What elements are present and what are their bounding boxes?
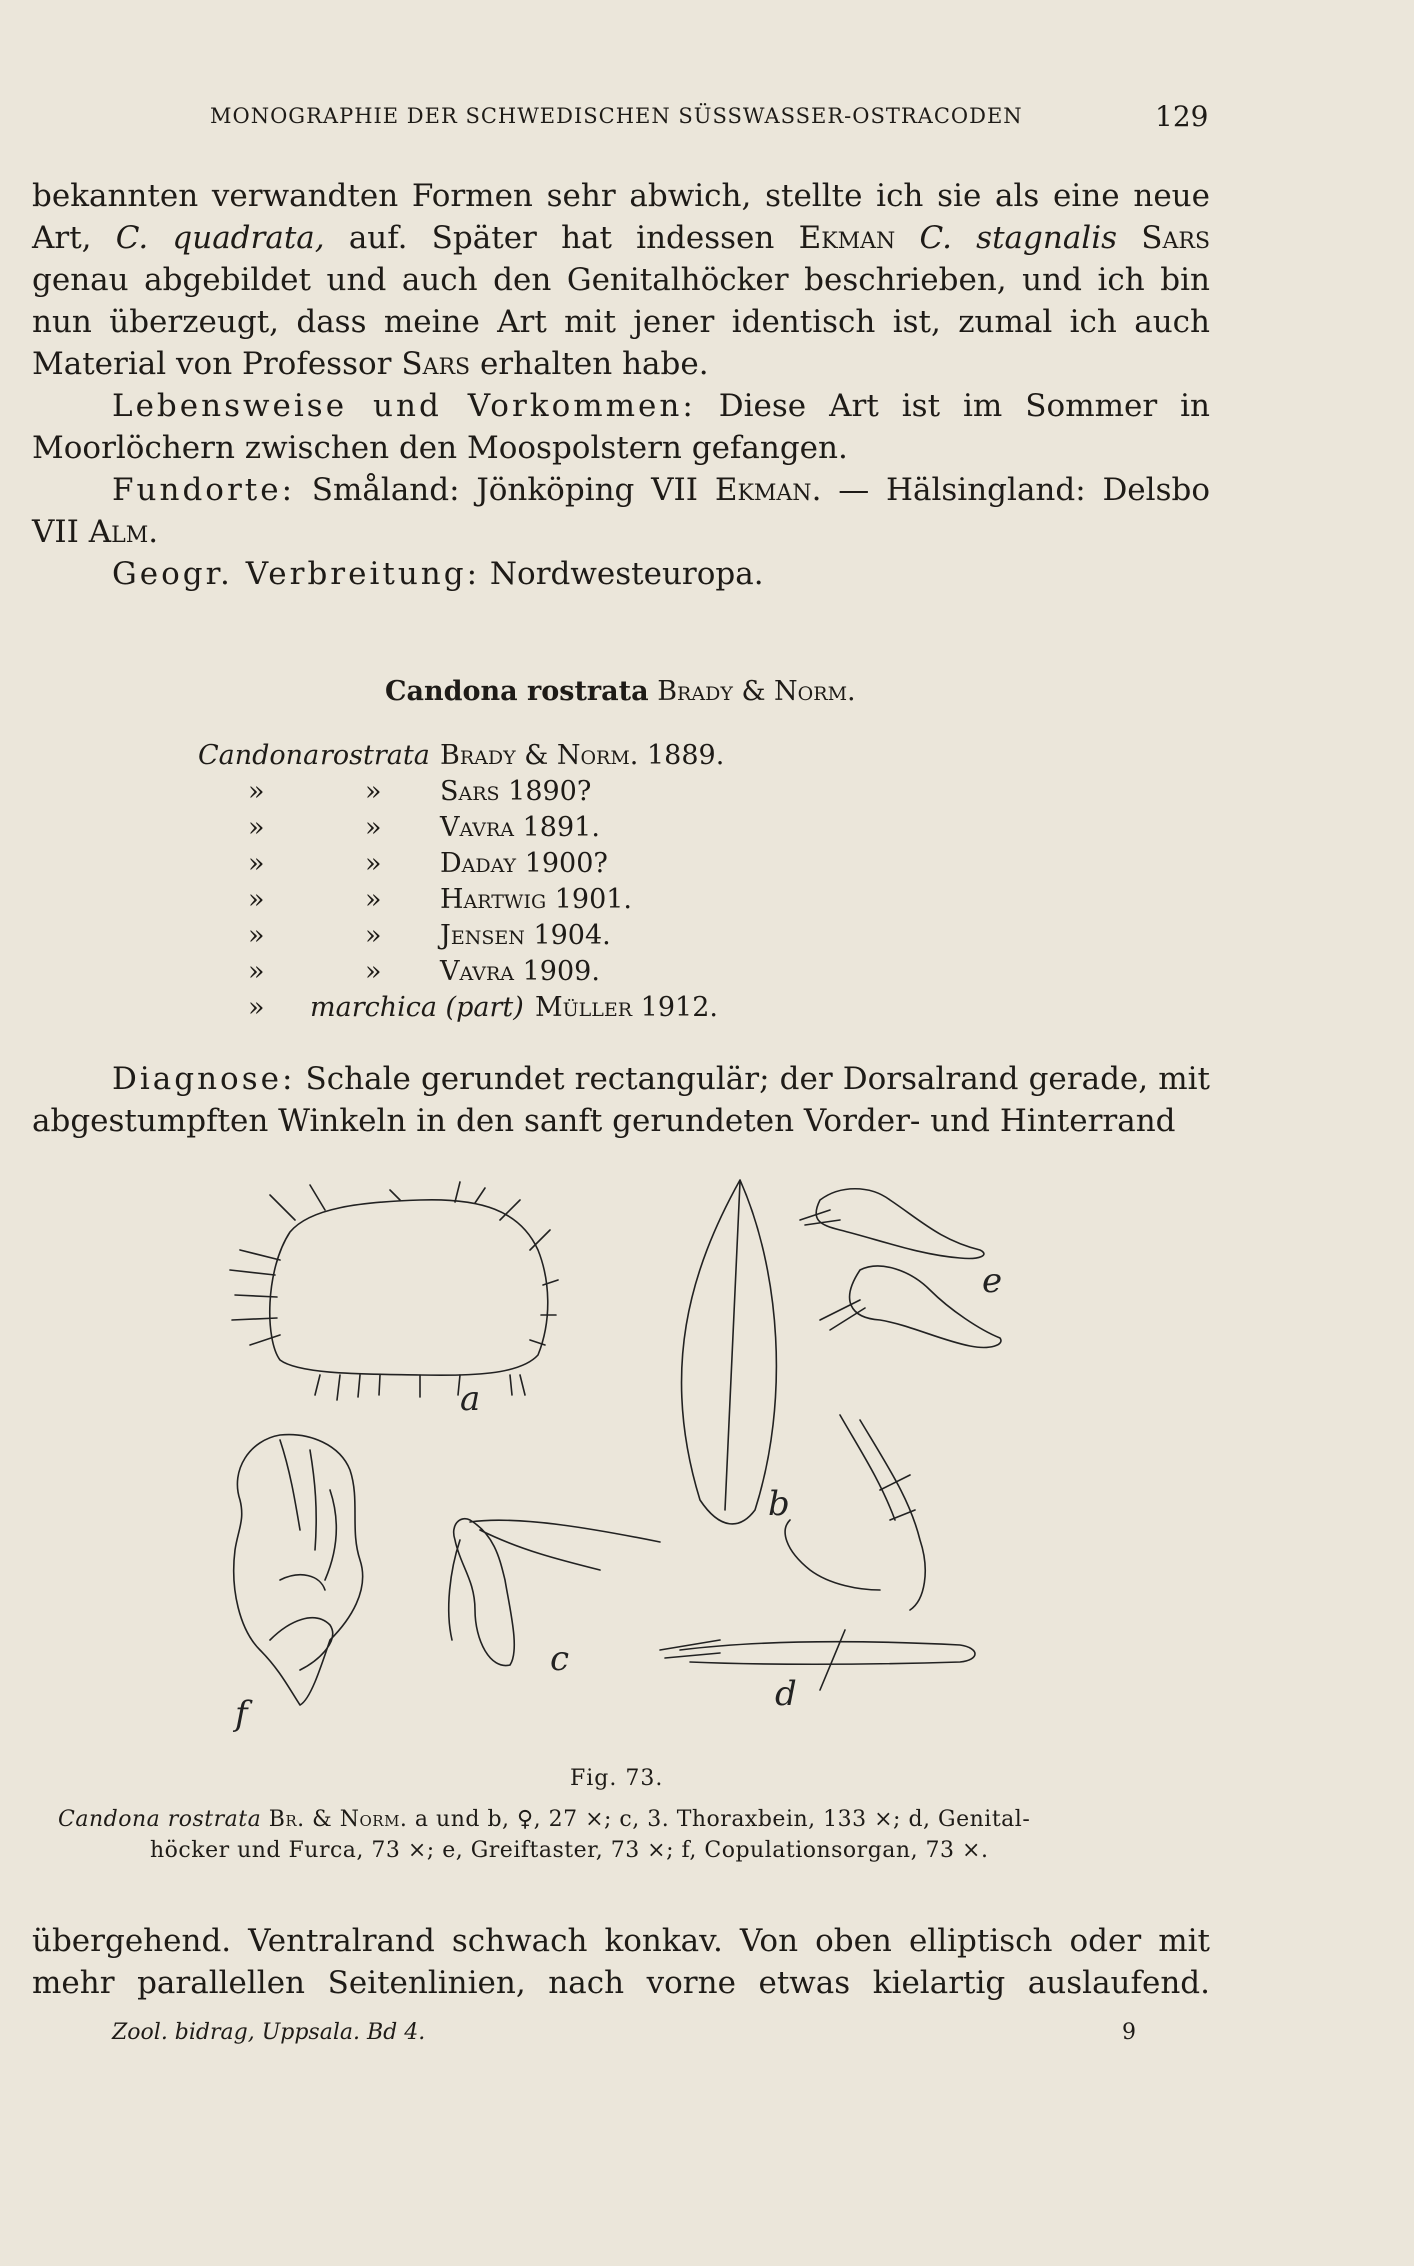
synonymy-row: Candonarostrata Brady & Norm. 1889. (198, 740, 725, 771)
text-line: Material von Professor Sars erhalten habe. (32, 346, 709, 382)
synonymy-row: » » Sars 1890? (248, 776, 592, 807)
text-line: übergehend. Ventralrand schwach konkav. Von oben elliptisch oder mit (32, 1923, 1210, 1959)
text-line: bekannten verwandten Formen sehr abwich, stellte ich sie als eine neue (32, 178, 1210, 214)
text-line: nun überzeugt, dass meine Art mit jener identisch ist, zumal ich auch (32, 304, 1210, 340)
text-line: Geogr. Verbreitung: Nordwesteuropa. (112, 556, 764, 592)
text-line: Art, C. quadrata, auf. Später hat indessen Ekman C. stagnalis Sars (32, 220, 1211, 256)
signature-mark: 9 (1122, 2020, 1136, 2045)
running-title: MONOGRAPHIE DER SCHWEDISCHEN SÜSSWASSER-OSTRACODEN (210, 104, 1023, 128)
synonymy-row: » marchica (part) Müller 1912. (248, 992, 718, 1023)
text-line: mehr parallellen Seitenlinien, nach vorne etwas kielartig auslaufend. (32, 1965, 1210, 2001)
text-line: Lebensweise und Vorkommen: Diese Art ist im Sommer in (112, 388, 1211, 424)
figure-73-drawing (220, 1170, 1050, 1740)
figure-number: Fig. 73. (570, 1766, 664, 1791)
synonymy-row: » » Vavra 1909. (248, 956, 600, 987)
figure-label-b: b (768, 1484, 790, 1524)
synonymy-row: » » Vavra 1891. (248, 812, 600, 843)
figure-label-f: f (235, 1694, 248, 1734)
text-line: VII Alm. (32, 514, 159, 550)
figure-caption-line: Candona rostrata Br. & Norm. a und b, ♀, 27 ×; c, 3. Thoraxbein, 133 ×; d, Genital- (58, 1807, 1031, 1832)
figure-label-e: e (982, 1261, 1003, 1301)
figure-d-furca (660, 1415, 975, 1690)
figure-e-palp (800, 1189, 1001, 1348)
figure-f-copulatory-organ (234, 1435, 363, 1705)
synonymy-list (198, 738, 724, 1026)
text-line: Diagnose: Schale gerundet rectangulär; der Dorsalrand gerade, mit (112, 1061, 1210, 1097)
figure-b-dorsal (681, 1180, 776, 1524)
text-line: Moorlöchern zwischen den Moospolstern gefangen. (32, 430, 848, 466)
text-line: abgestumpften Winkeln in den sanft gerundeten Vorder- und Hinterrand (32, 1103, 1176, 1139)
synonymy-row: » » Jensen 1904. (248, 920, 611, 951)
figure-label-c: c (550, 1639, 570, 1679)
text-line: genau abgebildet und auch den Genitalhöcker beschrieben, und ich bin (32, 262, 1210, 298)
species-heading: Candona rostrata Brady & Norm. (385, 676, 856, 707)
figure-caption-line: höcker und Furca, 73 ×; e, Greiftaster, 73 ×; f, Copulationsorgan, 73 ×. (150, 1838, 989, 1863)
text-line: Fundorte: Småland: Jönköping VII Ekman. — Hälsingland: Delsbo (112, 472, 1210, 508)
synonymy-row: » » Daday 1900? (248, 848, 608, 879)
synonymy-row: » » Hartwig 1901. (248, 884, 633, 915)
figure-label-a: a (460, 1379, 481, 1419)
figure-a-shell (230, 1182, 558, 1400)
page-number: 129 (1155, 100, 1209, 133)
figure-label-d: d (775, 1674, 797, 1714)
journal-reference: Zool. bidrag, Uppsala. Bd 4. (112, 2020, 426, 2045)
